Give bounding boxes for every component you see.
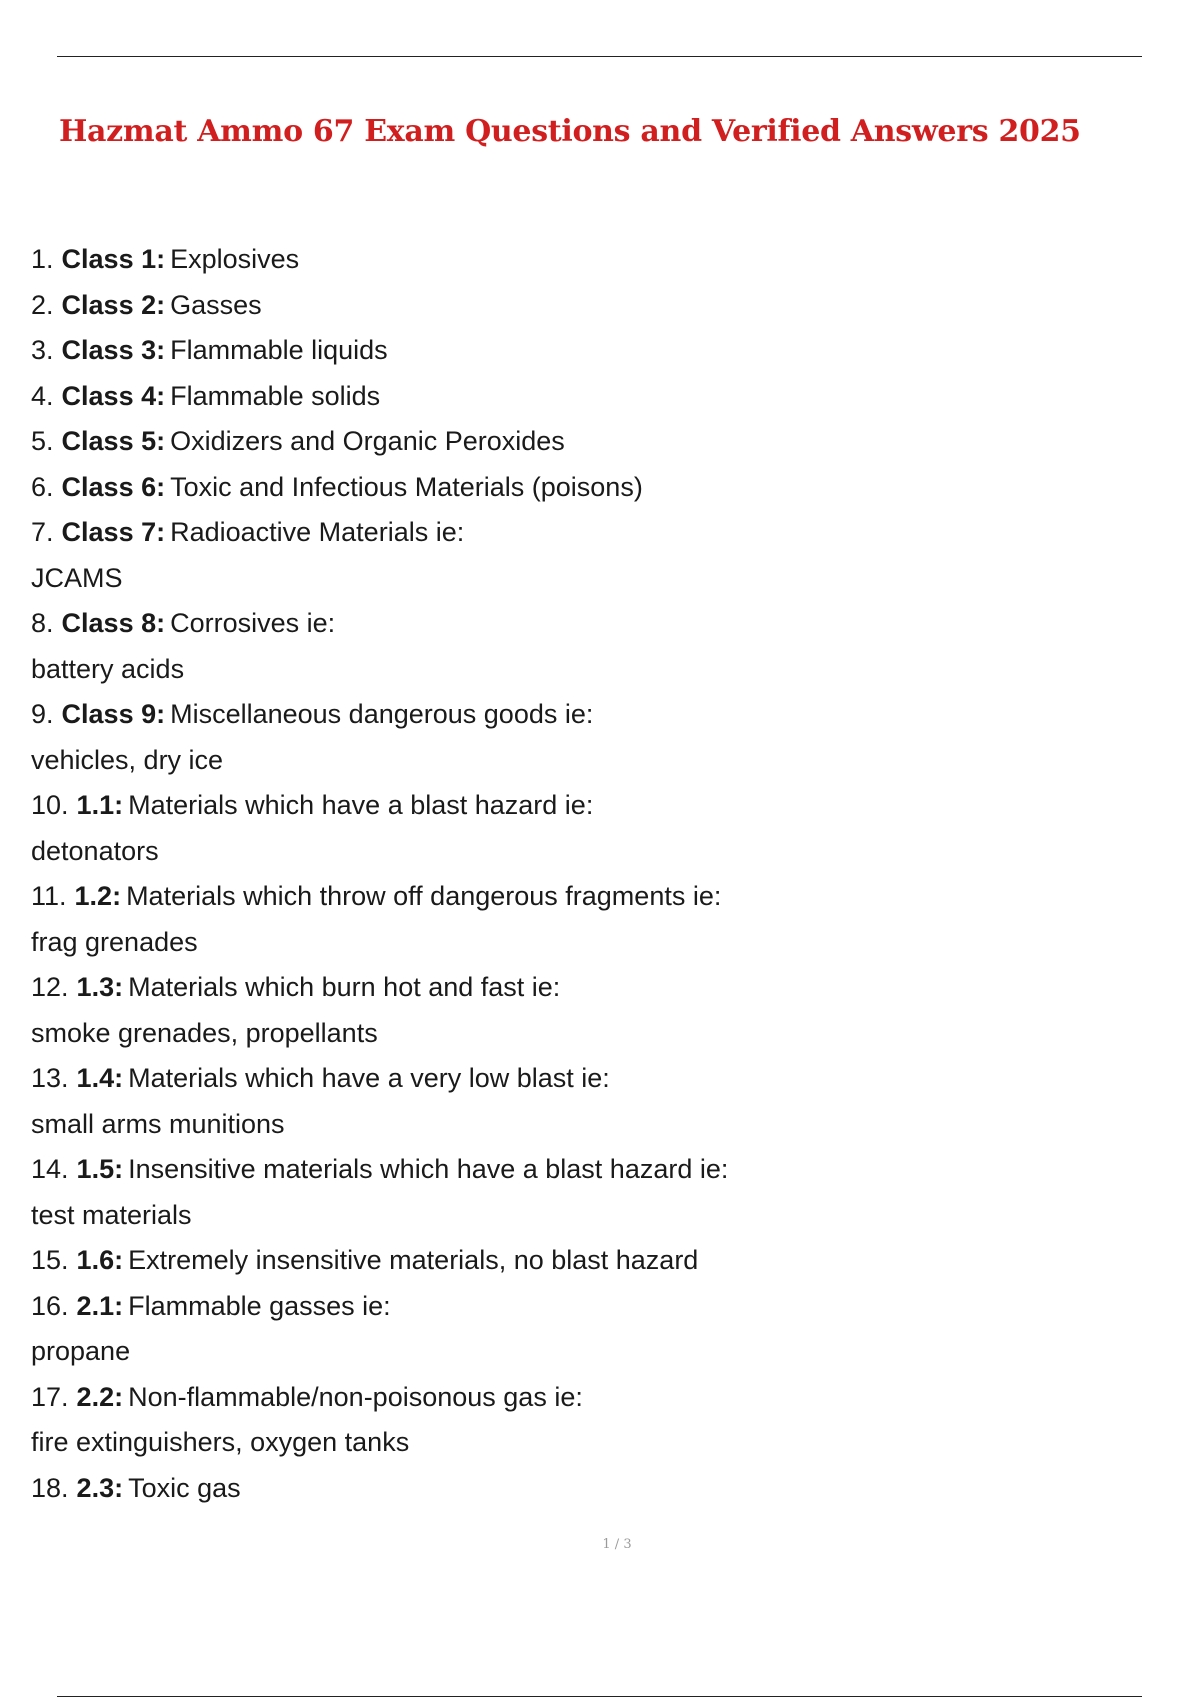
item-answer: Materials which have a blast hazard ie: [128,790,594,820]
item-answer: Materials which have a very low blast ie: [128,1063,610,1093]
item-term: 1.5: [76,1154,124,1184]
item-example: smoke grenades, propellants [31,1017,378,1048]
top-rule [57,56,1142,57]
item-number: 17. [31,1381,69,1412]
list-item [31,783,1131,874]
item-answer: Miscellaneous dangerous goods ie: [170,699,594,729]
item-term: 2.1: [76,1290,124,1321]
list-item [31,965,1131,1056]
item-term: Class 1: [61,244,166,274]
item-number: 4. [31,380,54,411]
list-item [31,874,1131,965]
item-answer: Explosives [170,244,300,274]
item-number: 1. [31,244,54,274]
item-term: 1.4: [76,1063,124,1093]
item-term: Class 7: [61,517,166,547]
list-item [31,1147,1131,1238]
item-term: Class 5: [61,426,166,456]
list-item [31,374,1131,420]
item-answer: Extremely insensitive materials, no blast hazard [128,1245,699,1275]
item-answer: Corrosives ie: [170,608,336,638]
item-number: 18. [31,1472,69,1503]
item-number: 11. [31,881,67,911]
item-example: fire extinguishers, oxygen tanks [31,1427,410,1457]
list-item [31,328,1131,374]
item-answer: Toxic gas [128,1472,241,1503]
item-number: 5. [31,426,54,456]
list-item [31,419,1131,465]
item-example: detonators [31,835,159,866]
list-item [31,601,1131,692]
item-term: Class 2: [61,289,166,320]
item-example: frag grenades [31,926,198,957]
item-term: 1.3: [76,972,124,1002]
item-example: test materials [31,1199,192,1230]
question-answer-list [31,237,1131,1511]
item-number: 14. [31,1154,69,1184]
item-answer: Materials which throw off dangerous fragments ie: [126,881,722,911]
item-term: 1.1: [76,790,124,820]
item-term: Class 9: [61,699,166,729]
item-answer: Insensitive materials which have a blast hazard ie: [128,1154,729,1184]
item-answer: Materials which burn hot and fast ie: [128,972,561,1002]
item-number: 13. [31,1063,69,1093]
item-example: battery acids [31,653,185,684]
list-item [31,1238,1131,1284]
item-term: 1.2: [74,881,122,911]
item-answer: Oxidizers and Organic Peroxides [170,426,565,456]
item-number: 15. [31,1245,69,1275]
list-item [31,1056,1131,1147]
item-term: 1.6: [76,1245,124,1275]
item-number: 10. [31,790,69,820]
list-item [31,1466,1131,1512]
item-number: 9. [31,699,54,729]
item-number: 3. [31,335,54,365]
item-term: 2.2: [76,1381,124,1412]
item-answer: Flammable liquids [170,335,388,365]
item-number: 6. [31,471,54,502]
item-number: 16. [31,1290,69,1321]
item-term: Class 8: [61,608,166,638]
page-number: 1 / 3 [602,1537,632,1552]
item-answer: Flammable solids [170,380,381,411]
list-item [31,465,1131,511]
item-term: Class 3: [61,335,166,365]
list-item [31,1375,1131,1466]
item-answer: Flammable gasses ie: [128,1290,391,1321]
item-example: small arms munitions [31,1108,285,1139]
item-number: 8. [31,608,54,638]
list-item [31,510,1131,601]
item-number: 7. [31,517,54,547]
item-term: 2.3: [76,1472,124,1503]
list-item [31,1284,1131,1375]
list-item [31,692,1131,783]
item-term: Class 4: [61,380,166,411]
item-answer: Non-flammable/non-poisonous gas ie: [128,1381,583,1412]
item-number: 12. [31,972,69,1002]
item-example: propane [31,1336,131,1366]
item-number: 2. [31,289,54,320]
bottom-rule [57,1696,1142,1697]
item-answer: Toxic and Infectious Materials (poisons) [170,471,643,502]
item-answer: Gasses [170,289,262,320]
item-term: Class 6: [61,471,166,502]
document-title: Hazmat Ammo 67 Exam Questions and Verified Answers 2025 [59,114,1081,149]
list-item [31,237,1131,283]
item-answer: Radioactive Materials ie: [170,517,465,547]
list-item [31,283,1131,329]
item-example: vehicles, dry ice [31,744,224,775]
item-example: JCAMS [31,562,123,593]
